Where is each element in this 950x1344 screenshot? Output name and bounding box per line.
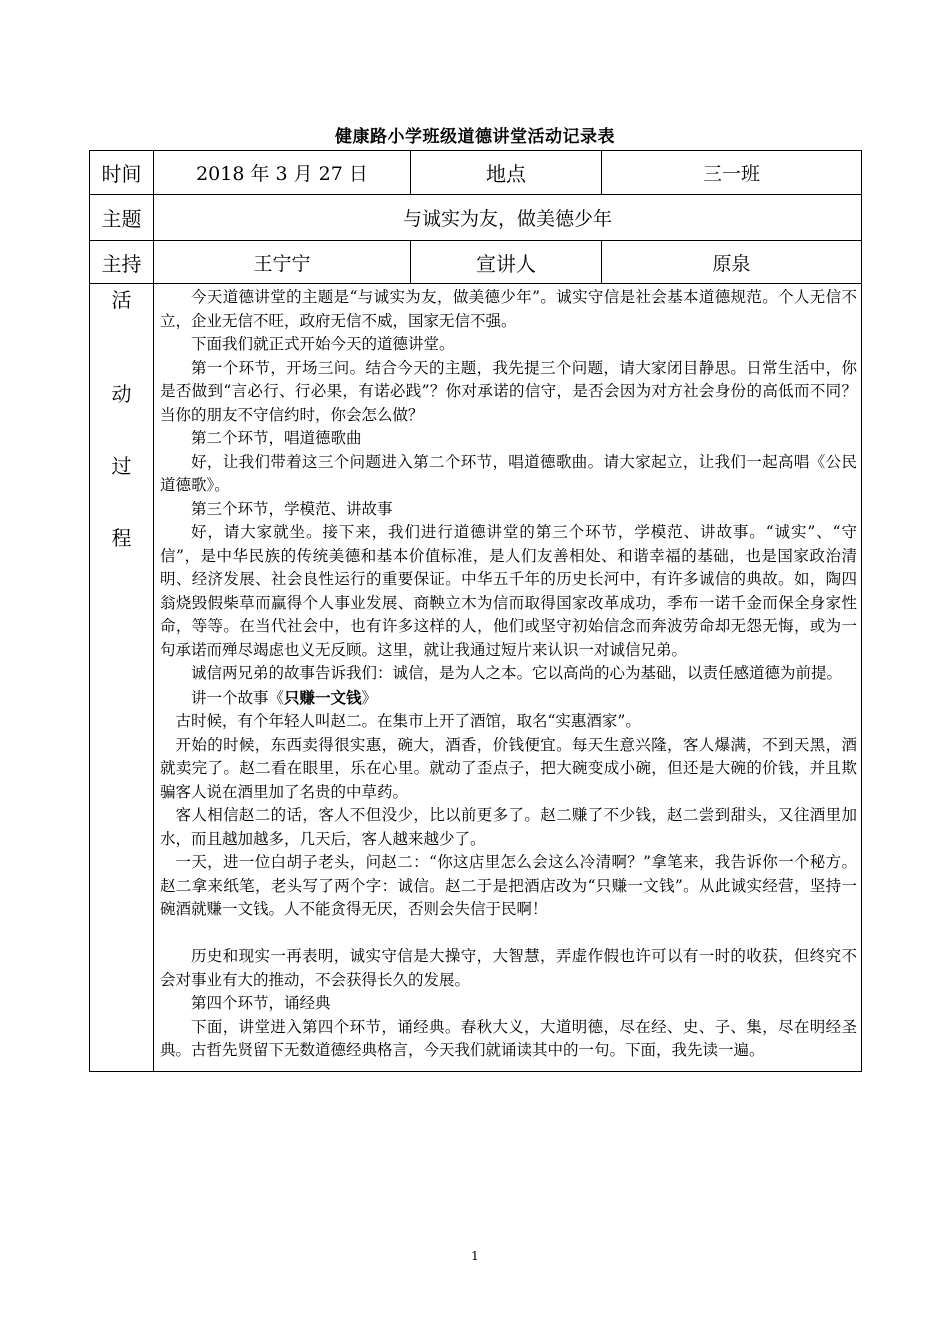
theme-row bbox=[90, 195, 862, 241]
host-label: 主持 bbox=[90, 241, 154, 284]
paragraph: 古时候，有个年轻人叫赵二。在集市上开了酒馆，取名“实惠酒家”。 bbox=[175, 712, 641, 730]
place-value: 三一班 bbox=[602, 151, 862, 195]
process-label: 活 动 过 程 bbox=[90, 284, 154, 1072]
time-row bbox=[90, 151, 862, 195]
theme-label: 主题 bbox=[90, 195, 154, 241]
paragraph: 历史和现实一再表明，诚实守信是大操守，大智慧，弄虚作假也许可以有一时的收获，但终究不会对事业有大的推动，不会获得长久的发展。 bbox=[160, 947, 857, 989]
host-value: 王宁宁 bbox=[154, 241, 411, 284]
page-title: 健康路小学班级道德讲堂活动记录表 bbox=[335, 127, 615, 147]
paragraph: 客人相信赵二的话，客人不但没少，比以前更多了。赵二赚了不少钱，赵二尝到甜头，又往酒里加水，而且越加越多，几天后，客人越来越少了。 bbox=[160, 806, 857, 848]
paragraph: 好，让我们带着这三个问题进入第二个环节，唱道德歌曲。请大家起立，让我们一起高唱《公民道德歌》。 bbox=[160, 452, 857, 494]
section-heading: 第二个环节，唱道德歌曲 bbox=[191, 429, 362, 447]
place-label: 地点 bbox=[411, 151, 602, 195]
paragraph: 下面我们就正式开始今天的道德讲堂。 bbox=[191, 335, 455, 353]
paragraph: 诚信两兄弟的故事告诉我们：诚信，是为人之本。它以高尚的心为基础，以责任感道德为前提。 bbox=[191, 664, 843, 682]
paragraph: 开始的时候，东西卖得很实惠，碗大，酒香，价钱便宜。每天生意兴隆，客人爆满，不到天黑，酒就卖完了。赵二看在眼里，乐在心里。就动了歪点子，把大碗变成小碗，但还是大碗的价钱，并且欺骗客人说在酒里加了名贵的中草药。 bbox=[160, 735, 857, 801]
paragraph: 今天道德讲堂的主题是“与诚实为友，做美德少年”。诚实守信是社会基本道德规范。个人无信不立，企业无信不旺，政府无信不威，国家无信不强。 bbox=[160, 288, 857, 330]
theme-value: 与诚实为友，做美德少年 bbox=[154, 195, 862, 241]
paragraph: 第一个环节，开场三问。结合今天的主题，我先提三个问题，请大家闭目静思。日常生活中，你是否做到“言必行、行必果，有诺必践”？你对承诺的信守，是否会因为对方社会身份的高低而不同？当你的朋友不守信约时，你会怎么做？ bbox=[160, 358, 857, 424]
activity-record-table bbox=[89, 150, 862, 1072]
blank-line bbox=[160, 922, 857, 946]
section-heading: 第三个环节，学模范、讲故事 bbox=[191, 499, 393, 518]
section-heading: 第四个环节，诵经典 bbox=[191, 994, 331, 1012]
paragraph: 好，请大家就坐。接下来，我们进行道德讲堂的第三个环节，学模范、讲故事。“诚实”、“守信”，是中华民族的传统美德和基本价值标准，是人们友善相处、和谐幸福的基础，也是国家政治清明、经济发展、社会良性运行的重要保证。中华五千年的历史长河中，有许多诚信的典故。如，陶四翁烧毁假柴草而赢得个人事业发展、商鞅立木为信而取得国家改革成功，季布一诺千金而保全身家性命，等等。在当代社会中，也有许多这样的人，他们或坚守初始信念而奔波劳命却无怨无悔，或为一句承诺而殚尽竭虑也义无反顾。这里，就让我通过短片来认识一对诚信兄弟。 bbox=[160, 523, 857, 659]
time-label: 时间 bbox=[90, 151, 154, 195]
speaker-value: 原泉 bbox=[602, 241, 862, 284]
page-number: 1 bbox=[471, 1249, 479, 1263]
host-row bbox=[90, 241, 862, 284]
story-title: 只赚一文钱 bbox=[284, 687, 362, 707]
paragraph: 一天，进一位白胡子老头，问赵二：“你这店里怎么会这么冷清啊？”拿笔来，我告诉你一个秘方。赵二拿来纸笔，老头写了两个字：诚信。赵二于是把酒店改为“只赚一文钱”。从此诚实经营，坚持一碗酒就赚一文钱。人不能贪得无厌，否则会失信于民啊！ bbox=[160, 853, 857, 918]
paragraph: 下面，讲堂进入第四个环节，诵经典。春秋大义，大道明德，尽在经、史、子、集，尽在明经圣典。古哲先贤留下无数道德经典格言，今天我们就诵读其中的一句。下面，我先读一遍。 bbox=[160, 1017, 857, 1059]
process-row bbox=[90, 284, 862, 1072]
time-value: 2018 年 3 月 27 日 bbox=[154, 151, 411, 195]
process-content bbox=[154, 284, 862, 1072]
speaker-label: 宣讲人 bbox=[411, 241, 602, 284]
story-heading: 讲一个故事《只赚一文钱》 bbox=[191, 687, 378, 707]
